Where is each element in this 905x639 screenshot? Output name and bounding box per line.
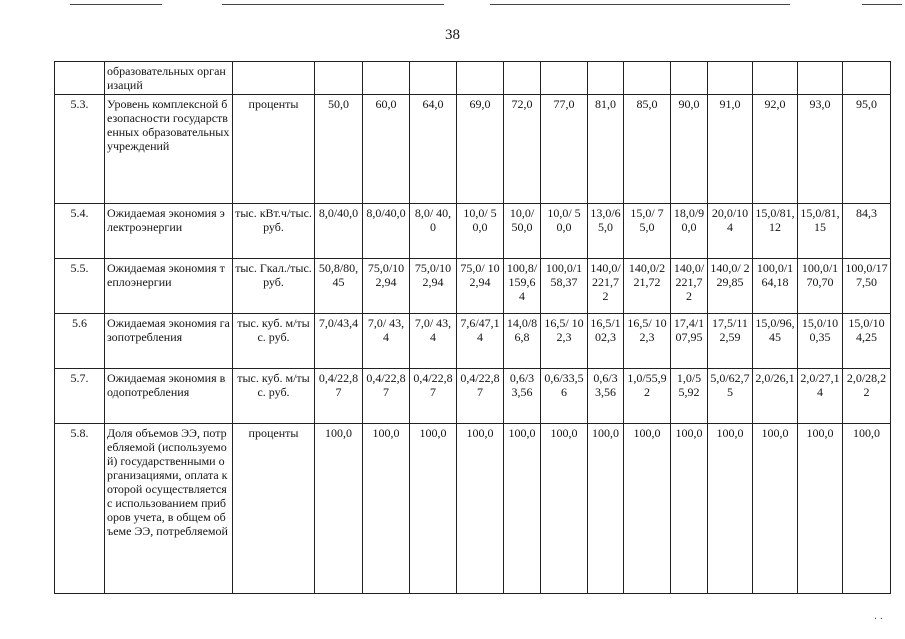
value-cell: 5,0/62,75 (708, 369, 753, 424)
value-cell: 100,0/177,50 (843, 259, 891, 314)
value-cell (708, 62, 753, 95)
value-cell: 100,0 (504, 424, 541, 594)
table-row (55, 314, 891, 369)
value-cell: 0,4/22,87 (410, 369, 457, 424)
value-cell: 64,0 (410, 95, 457, 204)
value-cell: 10,0/ 50,0 (504, 204, 541, 259)
value-cell: 1,0/55,92 (671, 369, 708, 424)
value-cell: 93,0 (798, 95, 843, 204)
unit-cell (233, 62, 315, 95)
value-cell: 2,0/28,22 (843, 369, 891, 424)
unit-cell: тыс. Гкал./тыс. руб. (233, 259, 315, 314)
row-number-cell: 5.8. (55, 424, 105, 594)
unit-cell: проценты (233, 95, 315, 204)
value-cell: 100,0 (363, 424, 410, 594)
value-cell: 140,0/ 229,85 (708, 259, 753, 314)
value-cell: 7,0/ 43,4 (363, 314, 410, 369)
scan-top-line-1 (70, 4, 162, 5)
value-cell: 75,0/ 102,94 (457, 259, 504, 314)
value-cell: 100,0 (753, 424, 798, 594)
value-cell: 50,8/80,45 (315, 259, 363, 314)
value-cell (753, 62, 798, 95)
row-number-cell (55, 62, 105, 95)
value-cell: 84,3 (843, 204, 891, 259)
table-row (55, 95, 891, 204)
table-row (55, 424, 891, 594)
value-cell: 1,0/55,92 (624, 369, 671, 424)
value-cell: 7,6/47,14 (457, 314, 504, 369)
value-cell: 16,5/ 102,3 (624, 314, 671, 369)
value-cell: 92,0 (753, 95, 798, 204)
table-row (55, 259, 891, 314)
value-cell: 60,0 (363, 95, 410, 204)
value-cell: 100,0/170,70 (798, 259, 843, 314)
indicator-name-cell: образовательных организаций (105, 62, 233, 95)
indicator-name-cell: Ожидаемая экономия теплоэнергии (105, 259, 233, 314)
value-cell: 8,0/40,0 (363, 204, 410, 259)
row-number-cell: 5.7. (55, 369, 105, 424)
value-cell: 8,0/40,0 (315, 204, 363, 259)
row-number-cell: 5.6 (55, 314, 105, 369)
value-cell: 69,0 (457, 95, 504, 204)
row-number-cell: 5.4. (55, 204, 105, 259)
value-cell: 15,0/100,35 (798, 314, 843, 369)
value-cell: 18,0/90,0 (671, 204, 708, 259)
value-cell: 72,0 (504, 95, 541, 204)
value-cell (671, 62, 708, 95)
value-cell: 100,0 (671, 424, 708, 594)
value-cell (588, 62, 624, 95)
scan-speckles: · · (873, 614, 883, 625)
value-cell: 15,0/96,45 (753, 314, 798, 369)
value-cell: 50,0 (315, 95, 363, 204)
value-cell: 0,6/33,56 (504, 369, 541, 424)
indicator-name-cell: Ожидаемая экономия газопотребления (105, 314, 233, 369)
value-cell: 16,5/ 102,3 (541, 314, 588, 369)
value-cell: 0,4/22,87 (457, 369, 504, 424)
value-cell: 100,0 (843, 424, 891, 594)
indicator-name-cell: Ожидаемая экономия водопотребления (105, 369, 233, 424)
value-cell: 15,0/104,25 (843, 314, 891, 369)
value-cell: 0,4/22,87 (363, 369, 410, 424)
value-cell: 100,0 (624, 424, 671, 594)
value-cell: 17,5/112,59 (708, 314, 753, 369)
value-cell: 100,0 (798, 424, 843, 594)
table-row (55, 369, 891, 424)
unit-cell: тыс. кВт.ч/тыс. руб. (233, 204, 315, 259)
value-cell: 15,0/81,12 (753, 204, 798, 259)
value-cell: 140,0/221,72 (671, 259, 708, 314)
unit-cell: тыс. куб. м/тыс. руб. (233, 369, 315, 424)
value-cell: 0,6/33,56 (588, 369, 624, 424)
value-cell: 0,6/33,56 (541, 369, 588, 424)
value-cell: 10,0/ 50,0 (457, 204, 504, 259)
value-cell: 81,0 (588, 95, 624, 204)
value-cell: 100,0/158,37 (541, 259, 588, 314)
value-cell: 140,0/221,72 (624, 259, 671, 314)
value-cell: 100,0/164,18 (753, 259, 798, 314)
indicator-name-cell: Ожидаемая экономия электроэнергии (105, 204, 233, 259)
row-number-cell: 5.3. (55, 95, 105, 204)
value-cell: 100,0 (315, 424, 363, 594)
value-cell: 77,0 (541, 95, 588, 204)
value-cell: 16,5/102,3 (588, 314, 624, 369)
value-cell: 75,0/102,94 (363, 259, 410, 314)
value-cell: 100,0 (410, 424, 457, 594)
scan-top-line-3 (490, 4, 790, 5)
value-cell (363, 62, 410, 95)
value-cell (504, 62, 541, 95)
indicator-name-cell: Уровень комплексной безопасности государственных образовательных учреждений (105, 95, 233, 204)
table-row (55, 62, 891, 95)
value-cell (624, 62, 671, 95)
unit-cell: тыс. куб. м/тыс. руб. (233, 314, 315, 369)
scan-top-line-4 (862, 4, 902, 5)
value-cell: 0,4/22,87 (315, 369, 363, 424)
value-cell: 8,0/ 40,0 (410, 204, 457, 259)
value-cell: 17,4/107,95 (671, 314, 708, 369)
scan-top-line-2 (222, 4, 444, 5)
value-cell: 15,0/81,15 (798, 204, 843, 259)
value-cell: 10,0/ 50,0 (541, 204, 588, 259)
value-cell: 140,0/221,72 (588, 259, 624, 314)
value-cell: 85,0 (624, 95, 671, 204)
value-cell: 13,0/65,0 (588, 204, 624, 259)
indicators-table (54, 61, 891, 594)
value-cell: 100,0 (541, 424, 588, 594)
value-cell (315, 62, 363, 95)
table-row (55, 204, 891, 259)
value-cell: 2,0/26,1 (753, 369, 798, 424)
value-cell: 95,0 (843, 95, 891, 204)
value-cell: 14,0/86,8 (504, 314, 541, 369)
value-cell: 100,0 (588, 424, 624, 594)
value-cell: 90,0 (671, 95, 708, 204)
value-cell (541, 62, 588, 95)
value-cell: 91,0 (708, 95, 753, 204)
value-cell (457, 62, 504, 95)
page-number: 38 (445, 27, 460, 43)
value-cell: 2,0/27,14 (798, 369, 843, 424)
value-cell (843, 62, 891, 95)
value-cell: 75,0/102,94 (410, 259, 457, 314)
value-cell: 7,0/ 43,4 (410, 314, 457, 369)
value-cell (410, 62, 457, 95)
value-cell (798, 62, 843, 95)
unit-cell: проценты (233, 424, 315, 594)
value-cell: 100,8/ 159,64 (504, 259, 541, 314)
indicator-name-cell: Доля объемов ЭЭ, потребляемой (используемой) государственными организациями, оплата которой осуществляется с использованием приборов учета, в общем объеме ЭЭ, потребляемой (105, 424, 233, 594)
value-cell: 20,0/104 (708, 204, 753, 259)
value-cell: 100,0 (457, 424, 504, 594)
value-cell: 15,0/ 75,0 (624, 204, 671, 259)
value-cell: 7,0/43,4 (315, 314, 363, 369)
row-number-cell: 5.5. (55, 259, 105, 314)
value-cell: 100,0 (708, 424, 753, 594)
